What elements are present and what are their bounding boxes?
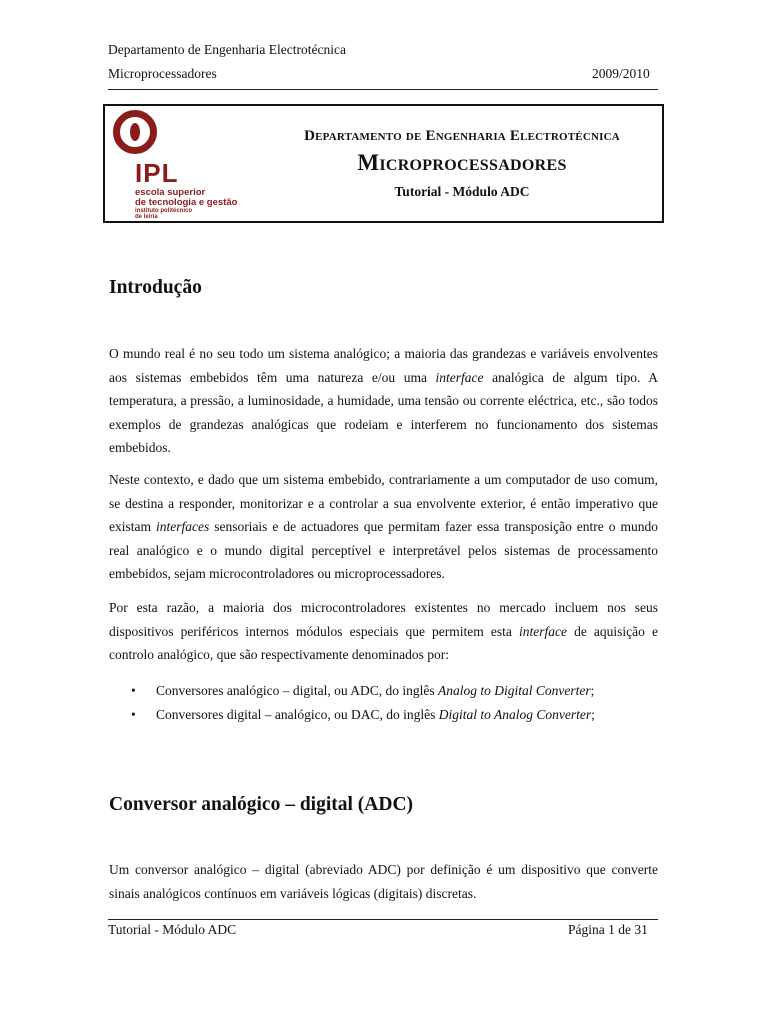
- box-title: Microprocessadores: [357, 150, 567, 175]
- footer-rule: [108, 919, 658, 920]
- logo-line-2: de tecnologia e gestão: [135, 197, 238, 208]
- title-box: [103, 104, 664, 223]
- converter-list: [109, 679, 658, 727]
- box-department: Departamento de Engenharia Electrotécnica: [304, 128, 620, 144]
- page-number: Página 1 de 31: [568, 922, 648, 937]
- intro-paragraph-1: O mundo real é no seu todo um sistema analógico; a maioria das grandezas e variáveis envolventes aos sistemas embebidos têm uma natureza e/ou uma interface analógica de algum tipo. A temperatura, a pressão, a luminosidade, a humidade, uma tensão ou corrente eléctrica, etc., são todos exemplos de grandezas analógicas que rodeiam e interferem no funcionamento dos sistemas embebidos.: [109, 346, 659, 455]
- logo-line-4: de leiria: [135, 214, 158, 220]
- header-year: 2009/2010: [592, 66, 650, 81]
- logo-line-3: instituto politécnico: [135, 208, 192, 214]
- heading-adc: Conversor analógico – digital (ADC): [109, 794, 414, 815]
- header-rule: [108, 89, 658, 90]
- ipl-logo: [113, 110, 253, 218]
- box-subtitle: Tutorial - Módulo ADC: [394, 184, 530, 199]
- adc-paragraph-1: Um conversor analógico – digital (abreviado ADC) por definição é um dispositivo que converte sinais analógicos contínuos em variáveis lógicas (digitais) discretas.: [109, 862, 658, 901]
- footer-title: Tutorial - Módulo ADC: [108, 922, 237, 937]
- heading-introducao: Introdução: [109, 277, 202, 298]
- header-course: Microprocessadores: [108, 66, 217, 81]
- list-item: • Conversores analógico – digital, ou ADC, do inglês Analog to Digital Converter;: [109, 679, 658, 703]
- intro-paragraph-3: Por esta razão, a maioria dos microcontroladores existentes no mercado incluem nos seus dispositivos periféricos internos módulos especiais que permitem esta interface de aquisição e controlo analógico, que são respectivamente denominados por:: [109, 600, 659, 662]
- bullet-icon: •: [131, 683, 136, 698]
- logo-dot-icon: [130, 123, 140, 141]
- header-department: Departamento de Engenharia Electrotécnica: [108, 42, 346, 57]
- logo-line-1: escola superior: [135, 187, 206, 198]
- logo-abbr: IPL: [135, 158, 179, 188]
- list-item: • Conversores digital – analógico, ou DAC, do inglês Digital to Analog Converter;: [109, 703, 658, 727]
- intro-paragraph-2: Neste contexto, e dado que um sistema embebido, contrariamente a um computador de uso comum, se destina a responder, monitorizar e a controlar a sua envolvente exterior, é então imperativo que existam interfaces sensoriais e de actuadores que permitam fazer essa transposição entre o mundo real analógico e o mundo digital perceptível e interpretável pelos sistemas de processamento embebidos, sejam microcontroladores ou microprocessadores.: [109, 472, 658, 581]
- bullet-icon: •: [131, 707, 136, 722]
